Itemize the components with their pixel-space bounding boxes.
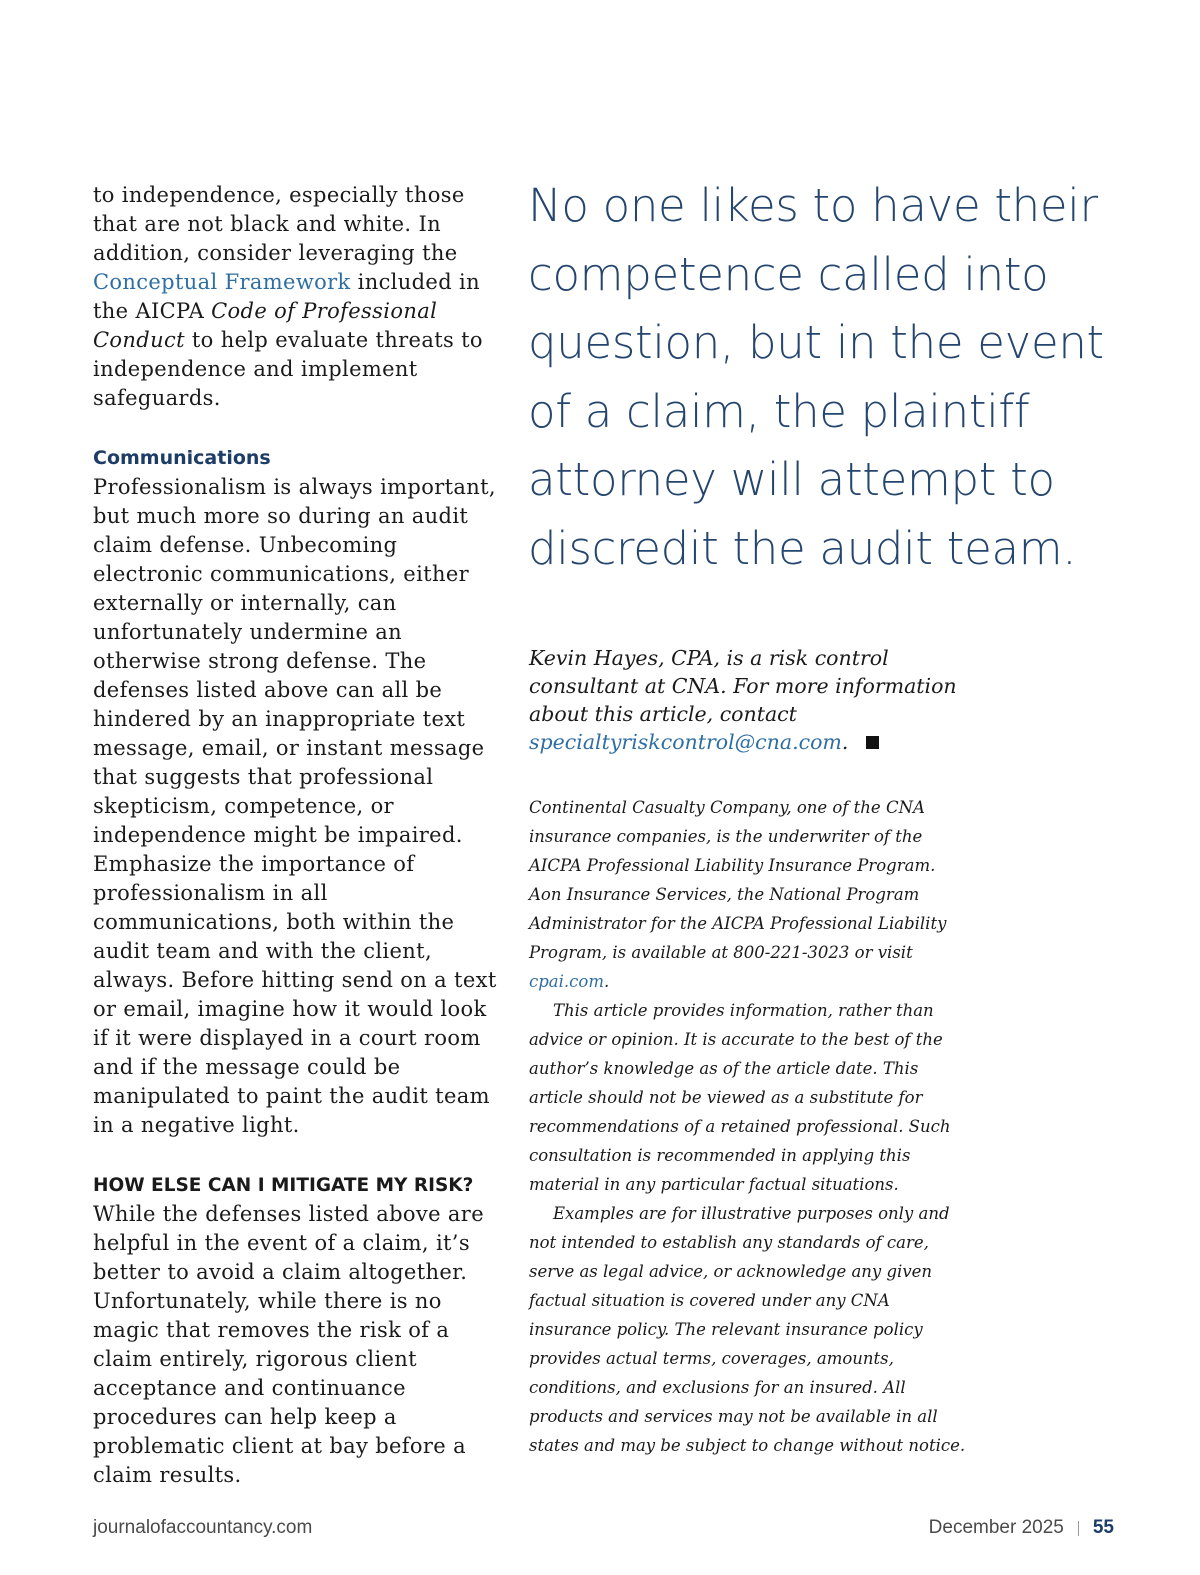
- disclaimer-text: Continental Casualty Company, one of the CNA insurance companies, is the underwriter of the AICPA Professional Liability Insurance Program. Aon Insurance Services, the National Program Administrator for the AICPA Professional Liability Program, is available at 800-221-3023 or visit: [529, 798, 947, 962]
- code-title: Code of Professional Conduct: [93, 299, 438, 352]
- disclaimer-underwriter: [529, 793, 969, 996]
- bio-period: .: [841, 730, 849, 754]
- page-number: 55: [1092, 1517, 1114, 1538]
- footer-divider: [1078, 1521, 1079, 1536]
- author-email-link[interactable]: specialtyriskcontrol@cna.com: [529, 730, 842, 754]
- mitigate-risk-heading: HOW ELSE CAN I MITIGATE MY RISK?: [93, 1175, 474, 1196]
- footer-issue: [929, 1517, 1114, 1539]
- paragraph-text: included in the AICPA: [93, 270, 480, 323]
- mitigate-paragraph: While the defenses listed above are helpful in the event of a claim, it’s better to avoid a claim altogether. Unfortunately, while there is no magic that removes the risk of a claim entirely, rigorous client acceptance and continuance procedures can help keep a problematic client at bay before a claim results.: [93, 1202, 484, 1487]
- paragraph-text: to help evaluate threats to independence and implement safeguards.: [93, 328, 483, 410]
- communications-heading: Communications: [93, 447, 271, 469]
- independence-paragraph: [93, 181, 503, 413]
- footer-date: December 2025: [928, 1517, 1064, 1538]
- pull-quote: No one likes to have their competence called into question, but in the event of a claim, the plaintiff attorney will attempt to discredit the audit team.: [528, 179, 1104, 575]
- author-bio: [529, 644, 969, 756]
- footer-site: journalofaccountancy.com: [93, 1517, 313, 1538]
- cpai-link[interactable]: cpai.com: [529, 972, 604, 991]
- disclaimer-period: .: [603, 972, 610, 991]
- left-column: [93, 181, 503, 1490]
- communications-paragraph: Professionalism is always important, but much more so during an audit claim defense. Unbecoming electronic communications, either externally or internally, can unfortunately undermine an otherwise strong defense. The defenses listed above can all be hindered by an inappropriate text message, email, or instant message that suggests that professional skepticism, competence, or independence might be impaired. Emphasize the importance of professionalism in all communications, both within the audit team and with the client, always. Before hitting send on a text or email, imagine how it would look if it were displayed in a court room and if the message could be manipulated to paint the audit team in a negative light.: [93, 475, 497, 1137]
- paragraph-text: to independence, especially those that are not black and white. In addition, consider leveraging the: [93, 183, 465, 265]
- disclaimer-examples: Examples are for illustrative purposes only and not intended to establish any standards of care, serve as legal advice, or acknowledge any given factual situation is covered under any CNA insurance policy. The relevant insurance policy provides actual terms, coverages, amounts, conditions, and exclusions for an insured. All products and services may not be available in all states and may be subject to change without notice.: [529, 1204, 966, 1455]
- end-of-article-mark-icon: [866, 736, 879, 749]
- disclaimer: [529, 793, 969, 1460]
- bio-text: Kevin Hayes, CPA, is a risk control consultant at CNA. For more information about this article, contact: [529, 646, 957, 726]
- disclaimer-information: This article provides information, rather than advice or opinion. It is accurate to the best of the author’s knowledge as of the article date. This article should not be viewed as a substitute for recommendations of a retained professional. Such consultation is recommended in applying this material in any particular factual situations.: [529, 1001, 951, 1194]
- conceptual-framework-link[interactable]: Conceptual Framework: [93, 270, 351, 294]
